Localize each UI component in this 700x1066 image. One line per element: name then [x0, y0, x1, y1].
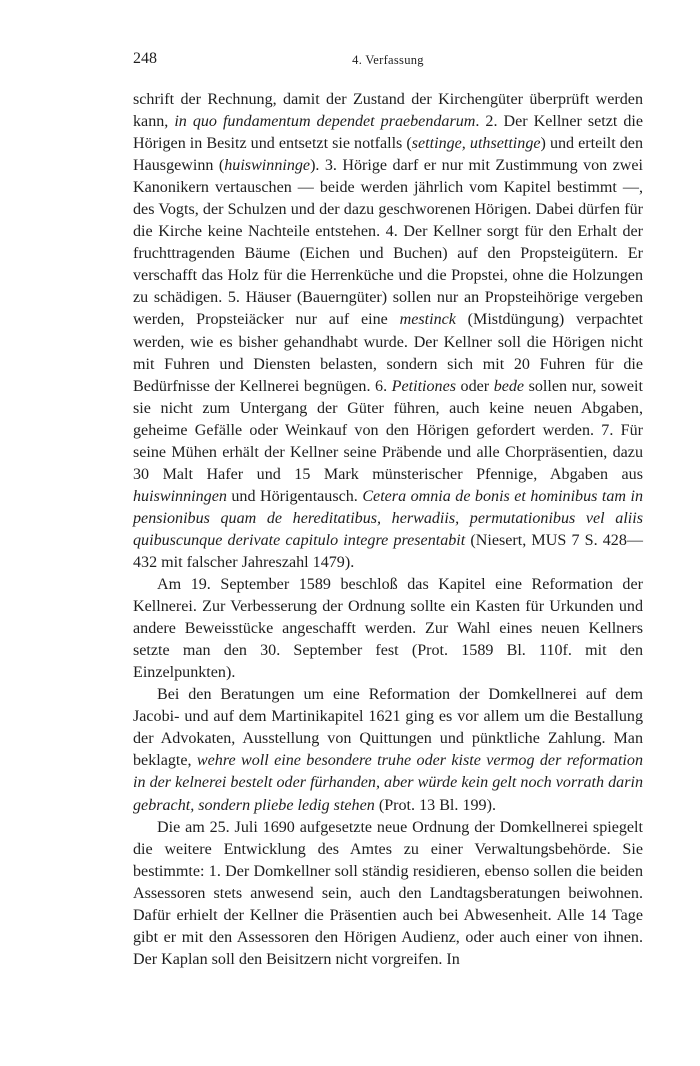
italic-quotation: huiswinningen [133, 487, 227, 505]
italic-quotation: bede [493, 377, 525, 395]
text-segment: sollen nur, soweit sie nicht zum Untergang der Güter führen, auch keine neuen Abgaben, geheime Gefälle oder Weinkauf von den Hörigen gefordert werden. 7. Für seine Mühen erhält der Kellner seine Präbende und alle Chorpräsentien, dazu 30 Malt Hafer und 15 Mark münsterischer Pfennige, Abgaben aus [133, 377, 643, 483]
text-segment: ) und erteilt den Hausgewinn ( [133, 135, 643, 175]
text-segment: (Prot. 13 Bl. 199). [374, 796, 496, 814]
page-number: 248 [133, 50, 157, 67]
page-header [133, 50, 643, 74]
paragraph-kellner-duties [133, 89, 643, 574]
paragraph-reformation-1589 [133, 574, 643, 684]
text-segment: (Niesert, MUS 7 S. 428—432 mit falscher Jahreszahl 1479). [133, 531, 643, 571]
text-segment: schrift der Rechnung, damit der Zustand der Kirchengüter überprüft werden kann, [133, 91, 643, 131]
italic-quotation: in quo fundamentum dependet praebendarum [174, 113, 476, 131]
text-segment: ). 3. Hörige darf er nur mit Zustimmung von zwei Kanonikern vertauschen — beide werden jährlich vom Kapitel bestimmt —, des Vogts, der Schulzen und der dazu geschworenen Hörigen. Dabei dürfen für die Kirche keine Nachteile entstehen. 4. Der Kellner sorgt für den Erhalt der fruchttragenden Bäume (Eichen und Buchen) auf den Propsteigütern. Er verschafft das Holz für die Herrenküche und die Propstei, ohne die Holzungen zu schädigen. 5. Häuser (Bauerngüter) sollen nur an Propsteihörige vergeben werden, Propsteiäcker nur auf eine [133, 157, 643, 329]
paragraph-ordnung-1690 [133, 817, 643, 971]
italic-quotation: mestinck [399, 311, 456, 329]
italic-quotation: Cetera omnia de bonis et hominibus tam in pensionibus quam de hereditatibus, herwadiis, permutationibus vel aliis quibuscunque derivate capitulo integre presentabit [133, 487, 643, 549]
running-head: 4. Verfassung [352, 53, 424, 67]
text-segment: Die am 25. Juli 1690 aufgesetzte neue Ordnung der Domkellnerei spiegelt die weitere Entwicklung des Amtes zu einer Verwaltungsbehörde. Sie bestimmte: 1. Der Domkellner soll ständig residieren, ebenso sollen die beiden Assessoren stets anwesend sein, auch den Landtagsberatungen beiwohnen. Dafür erhielt der Kellner die Präsentien auch bei Abwesenheit. Alle 14 Tage gibt er mit den Assessoren den Hörigen Audienz, oder auch einer von ihnen. Der Kaplan soll den Beisitzern nicht vorgreifen. In [133, 818, 643, 968]
italic-quotation: settinge, uthsettinge [411, 135, 541, 153]
italic-quotation: wehre woll eine besondere truhe oder kiste vermog der reformation in der kelnerei bestelt oder fürhanden, aber würde kein gelt noch vorrath darin gebracht, sondern pliebe ledig stehen [133, 752, 643, 814]
text-segment: (Mistdüngung) verpachtet werden, wie es bisher gehandhabt wurde. Der Kellner soll die Hörigen nicht mit Fuhren und Diensten belasten, sondern sich mit 20 Fuhren für die Bedürfnisse der Kellnerei begnügen. 6. [133, 311, 644, 395]
text-segment: und Hörigentausch. [226, 487, 363, 505]
italic-quotation: huiswinninge [224, 157, 311, 175]
text-segment: Am 19. September 1589 beschloß das Kapitel eine Reformation der Kellnerei. Zur Verbesserung der Ordnung sollte ein Kasten für Urkunden und andere Beweisstücke angeschafft werden. Zur Wahl eines neuen Kellners setzte man den 30. September fest (Prot. 1589 Bl. 110f. mit den Einzelpunkten). [133, 576, 643, 682]
body-text [133, 89, 643, 971]
italic-quotation: Petitiones [391, 377, 457, 395]
text-segment: oder [456, 377, 494, 395]
paragraph-reformation-1621 [133, 684, 643, 816]
text-segment: Bei den Beratungen um eine Reformation der Domkellnerei auf dem Jacobi- und auf dem Martinikapitel 1621 ging es vor allem um die Bestallung der Advokaten, Ausstellung von Quittungen und pünktliche Zahlung. Man beklagte, [133, 686, 643, 770]
text-segment: . 2. Der Kellner setzt die Hörigen in Besitz und entsetzt sie notfalls ( [133, 113, 643, 153]
